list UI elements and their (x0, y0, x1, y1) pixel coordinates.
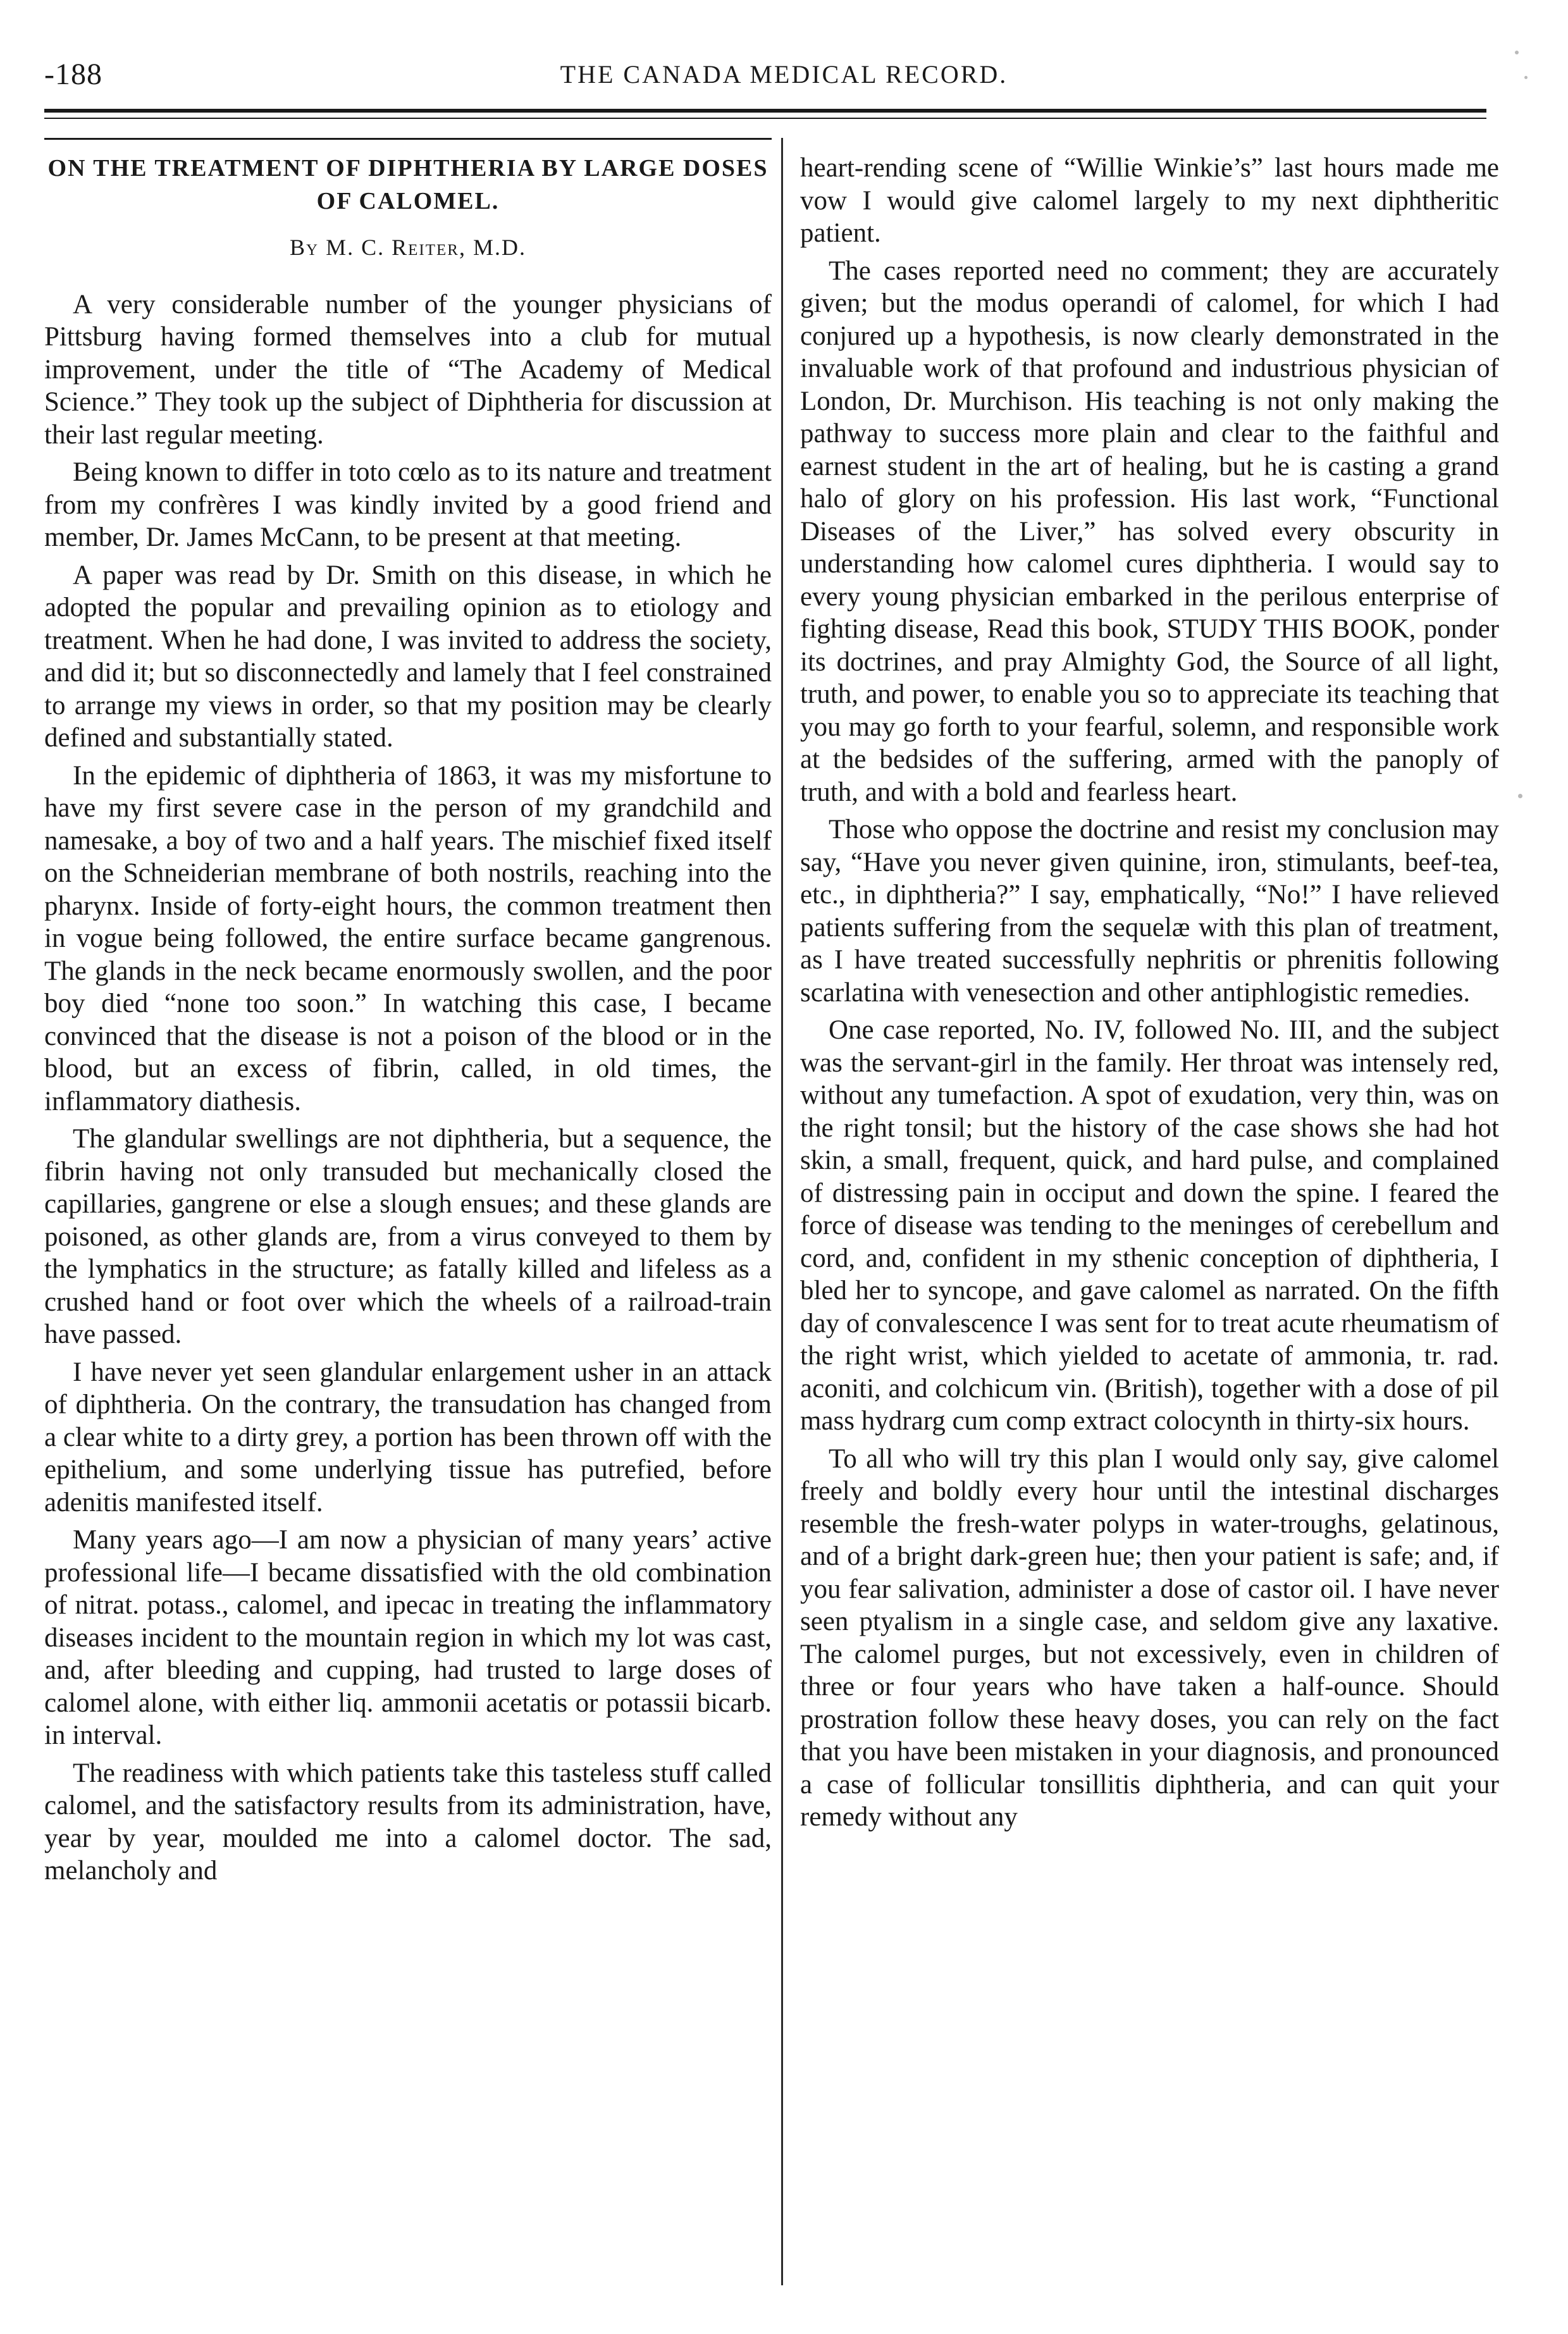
paragraph: The glandular swellings are not diphtheria, but a sequence, the fibrin having not only transuded but mechanically closed the capillaries, gangrene or else a slough ensues; and these glands are poisoned, as other glands are, from a virus conveyed to them by the lymphatics in the structure; as fatally killed and lifeless as a crushed hand or foot over which the wheels of a railroad-train have passed. (44, 1124, 772, 1349)
paragraph: A very considerable number of the younger physicians of Pittsburg having formed themselves into a club for mutual improvement, under the title of “The Academy of Medical Science.” They took up the subject of Diphtheria for discussion at their last regular meeting. (44, 289, 772, 450)
article-top-rule (44, 138, 772, 140)
scan-speck (1515, 51, 1519, 54)
scan-speck (1518, 794, 1522, 798)
paragraph-continued: heart-rending scene of “Willie Winkie’s” last hours made me vow I would give calomel largely to my next diphtheritic patient. (800, 153, 1499, 248)
running-head (44, 57, 1524, 101)
paragraph: Many years ago—I am now a physician of many years’ active professional life—I became dissatisfied with the old combination of nitrat. potass., calomel, and ipecac in treating the inflammatory diseases incident to the mountain region in which my lot was cast, and, after bleeding and cupping, had trusted to large doses of calomel alone, with either liq. ammonii acetatis or potassii bicarb. in interval. (44, 1525, 772, 1750)
paragraph: I have never yet seen glandular enlargement usher in an attack of diphtheria. On the contrary, the transudation has changed from a clear white to a dirty grey, a portion has been thrown off with the epithelium, and some underlying tissue has putrefied, before adenitis manifested itself. (44, 1357, 772, 1517)
journal-title: THE CANADA MEDICAL RECORD. (560, 60, 1008, 89)
header-rule-thin (44, 118, 1486, 119)
page-number: -188 (44, 58, 102, 91)
right-column (800, 152, 1499, 1839)
paragraph: In the epidemic of diphtheria of 1863, it was my misfortune to have my first severe case in the person of my grandchild and namesake, a boy of two and a half years. The mischief fixed itself on the Schneiderian membrane of both nostrils, reaching into the pharynx. Inside of forty-eight hours, the common treatment then in vogue being followed, the entire surface became gangrenous. The glands in the neck became enormously swollen, and the poor boy died “none too soon.” In watching this case, I became convinced that the disease is not a poison of the blood or in the blood, but an excess of fibrin, called, in old times, the inflammatory diathesis. (44, 760, 772, 1116)
paragraph: Those who oppose the doctrine and resist my conclusion may say, “Have you never given quinine, iron, stimulants, beef-tea, etc., in diphtheria?” I say, emphatically, “No!” I have relieved patients suffering from the sequelæ with this plan of treatment, as I have treated successfully nephritis or phrenitis following scarlatina with venesection and other antiphlogistic remedies. (800, 815, 1499, 1008)
article-title: ON THE TREATMENT OF DIPHTHERIA BY LARGE DOSES OF CALOMEL. (47, 155, 769, 214)
paragraph: The readiness with which patients take this tasteless stuff called calomel, and the satisfactory results from its administration, have, year by year, moulded me into a calomel doctor. The sad, melancholy and (44, 1758, 772, 1886)
byline: By M. C. Reiter, M.D. (290, 235, 526, 260)
left-column (44, 152, 772, 1893)
paragraph: The cases reported need no comment; they are accurately given; but the modus operandi of calomel, for which I had conjured up a hypothesis, is now clearly demonstrated in the invaluable work of that profound and industrious physician of London, Dr. Murchison. His teaching is not only making the pathway to success more plain and clear to the faithful and earnest student in the art of healing, but he is casting a grand halo of glory on his profession. His last work, “Functional Diseases of the Liver,” has solved every obscurity in understanding how calomel cures diphtheria. I would say to every young physician embarked in the perilous enterprise of fighting disease, Read this book, STUDY THIS BOOK, ponder its doctrines, and pray Almighty God, the Source of all light, truth, and power, to enable you so to appreciate its teaching that you may go forth to your fearful, solemn, and responsible work at the bedsides of the suffering, armed with the panoply of truth, and with a bold and fearless heart. (800, 256, 1499, 807)
paragraph: To all who will try this plan I would only say, give calomel freely and boldly every hour until the intestinal discharges resemble the fresh-water polyps in water-troughs, gelatinous, and of a bright dark-green hue; then your patient is safe; and, if you fear salivation, administer a dose of castor oil. I have never seen ptyalism in a single case, and seldom give any laxative. The calomel purges, but not excessively, even in children of three or four years who have taken a half-ounce. Should prostration follow these heavy doses, you can rely on the fact that you have been mistaken in your diagnosis, and pronounced a case of follicular tonsillitis diphtheria, and can quit your remedy without any (800, 1443, 1499, 1832)
paragraph: One case reported, No. IV, followed No. III, and the subject was the servant-girl in the family. Her throat was intensely red, without any tumefaction. A spot of exudation, very thin, was on the right tonsil; but the history of the case shows she had hot skin, a small, frequent, quick, and hard pulse, and complained of distressing pain in occiput and down the spine. I feared the force of disease was tending to the meninges of cerebellum and cord, and, confident in my sthenic conception of diphtheria, I bled her to syncope, and gave calomel as narrated. On the fifth day of convalescence I was sent for to treat acute rheumatism of the right wrist, which yielded to acetate of ammonia, tr. rad. aconiti, and colchicum vin. (British), together with a dose of pil mass hydrarg cum comp extract colocynth in thirty-six hours. (800, 1015, 1499, 1436)
paragraph: A paper was read by Dr. Smith on this disease, in which he adopted the popular and prevailing opinion as to etiology and treatment. When he had done, I was invited to address the society, and did it; but so disconnectedly and lamely that I feel constrained to arrange my views in order, so that my position may be clearly defined and substantially stated. (44, 560, 772, 753)
scan-speck (1524, 76, 1528, 79)
column-divider (781, 138, 783, 2285)
paragraph: Being known to differ in toto cœlo as to its nature and treatment from my confrères I was kindly invited by a good friend and member, Dr. James McCann, to be present at that meeting. (44, 457, 772, 552)
header-rule-thick (44, 109, 1486, 113)
